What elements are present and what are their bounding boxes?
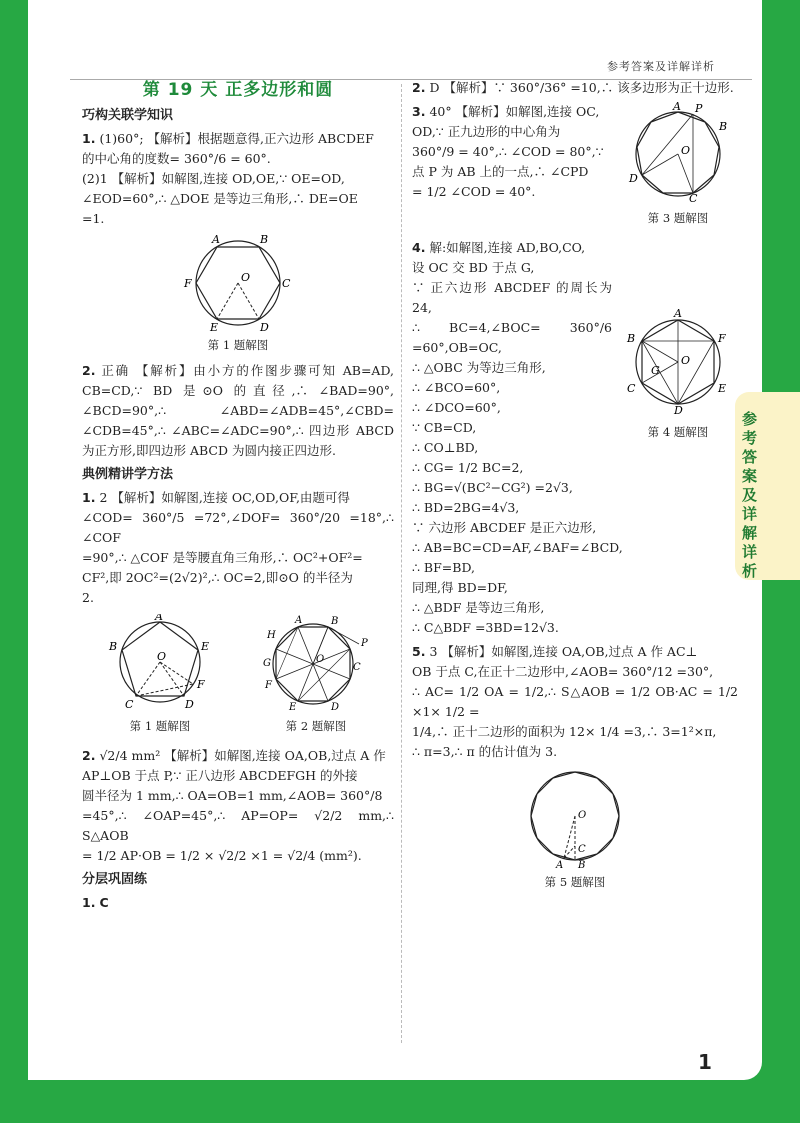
- item-number: 1.: [82, 895, 96, 910]
- answer-line: 设 OC 交 BD 于点 G,: [412, 260, 535, 275]
- item-number: 4.: [412, 240, 426, 255]
- answer-line: ∠EOD=60°,∴ △DOE 是等边三角形,∴ DE=OE: [82, 191, 358, 206]
- figure-caption: 第 2 题解图: [285, 719, 347, 733]
- svg-text:E: E: [201, 640, 210, 653]
- answer-line: OD,∵ 正九边形的中心角为: [412, 124, 561, 139]
- figure-box: [618, 308, 738, 448]
- svg-text:A: A: [673, 102, 681, 113]
- section-heading-1: 巧构关联学知识: [82, 108, 174, 123]
- svg-text:C: C: [125, 698, 134, 710]
- answer-line: ∴ △BDF 是等边三角形,: [412, 600, 545, 615]
- running-header: 参考答案及详解详析: [607, 60, 715, 73]
- answer-line: ∠COD= 360°/5 =72°,∠DOF= 360°/20 =18°,∴ ∠COF: [82, 510, 394, 545]
- figure-caption: 第 4 题解图: [647, 425, 709, 439]
- answer-line: ∴ ∠BCO=60°,: [412, 380, 501, 395]
- answer-line: 360°/9 = 40°,∴ ∠COD = 80°,∵: [412, 144, 604, 159]
- answer-r2: [412, 78, 738, 98]
- svg-text:O: O: [578, 810, 587, 821]
- answer-p1: [82, 893, 394, 913]
- answer-line: 40° 【解析】如解图,连接 OC,: [429, 104, 600, 119]
- svg-text:C: C: [627, 382, 636, 395]
- svg-text:O: O: [157, 650, 167, 663]
- svg-text:P: P: [361, 638, 368, 649]
- svg-text:F: F: [265, 680, 272, 691]
- svg-text:O: O: [681, 354, 691, 367]
- item-number: 1.: [82, 131, 96, 146]
- item-number: 5.: [412, 644, 426, 659]
- answer-line: 3 【解析】如解图,连接 OA,OB,过点 A 作 AC⊥: [429, 644, 698, 659]
- svg-text:O: O: [681, 144, 691, 157]
- svg-text:B: B: [719, 120, 728, 133]
- answer-e2: [82, 746, 394, 866]
- hexagon-figure: [178, 233, 298, 333]
- answer-line: ∴ ∠DCO=60°,: [412, 400, 501, 415]
- section-heading-2: 典例精讲学方法: [82, 467, 174, 482]
- figure-caption: 第 1 题解图: [207, 338, 269, 352]
- answer-r4: [412, 238, 738, 638]
- svg-text:D: D: [260, 321, 269, 333]
- answer-line: ∴ BG=√(BC²−CG²) =2√3,: [412, 480, 573, 495]
- pentagon-figure: [105, 614, 215, 710]
- page-number: 1: [698, 1050, 712, 1074]
- octagon-figure: [261, 614, 371, 710]
- svg-text:D: D: [185, 698, 194, 710]
- answer-line: = 1/2 ∠COD = 40°.: [412, 184, 536, 199]
- answer-line: 1/4,∴ 正十二边形的面积为 12× 1/4 =3,∴ 3=1²×π,: [412, 724, 717, 739]
- answer-line: =45°,∴ ∠OAP=45°,∴ AP=OP= √2/2 mm,∴ S△AOB: [82, 808, 394, 843]
- svg-text:D: D: [674, 404, 683, 416]
- answer-e1: [82, 488, 394, 742]
- svg-text:O: O: [316, 654, 325, 665]
- svg-text:B: B: [578, 860, 586, 870]
- answer-line: ∴ BC=4,∠BOC= 360°/6 =60°,OB=OC,: [412, 320, 612, 355]
- svg-text:A: A: [295, 615, 303, 626]
- svg-text:F: F: [197, 678, 205, 691]
- answer-line: 的中心角的度数= 360°/6 = 60°.: [82, 151, 271, 166]
- answer-line: =90°,∴ △COF 是等腰直角三角形,∴ OC²+OF²=: [82, 550, 363, 565]
- svg-text:A: A: [155, 614, 163, 623]
- answer-line: 2.: [82, 590, 94, 605]
- answer-k2: [82, 361, 394, 461]
- svg-text:P: P: [695, 102, 703, 115]
- answer-line: AP⊥OB 于点 P,∵ 正八边形 ABCDEFGH 的外接: [82, 768, 358, 783]
- answer-line: ∵ 六边形 ABCDEF 是正六边形,: [412, 520, 597, 535]
- hexagon-figure-4: [623, 308, 733, 416]
- answer-choice: C: [99, 895, 109, 910]
- answer-line: ∴ AB=BC=CD=AF,∠BAF=∠BCD,: [412, 540, 623, 555]
- nonagon-figure: [623, 102, 733, 202]
- svg-text:E: E: [289, 702, 297, 710]
- right-column: [412, 78, 738, 898]
- answer-line: (1)60°; 【解析】根据题意得,正六边形 ABCDEF: [99, 131, 374, 146]
- svg-text:G: G: [651, 364, 660, 377]
- svg-text:C: C: [578, 844, 586, 855]
- figure-box: [261, 614, 371, 742]
- answer-line: ∴ BD=2BG=4√3,: [412, 500, 520, 515]
- svg-text:E: E: [718, 382, 727, 395]
- svg-text:D: D: [331, 702, 340, 710]
- answer-line: ∴ BF=BD,: [412, 560, 475, 575]
- svg-text:C: C: [282, 277, 291, 290]
- answer-line: OB 于点 C,在正十二边形中,∠AOB= 360°/12 =30°,: [412, 664, 714, 679]
- answer-k1: [82, 129, 394, 355]
- svg-text:O: O: [241, 271, 251, 284]
- svg-text:B: B: [109, 640, 118, 653]
- answer-r3: [412, 102, 738, 234]
- answer-line: CF²,即 2OC²=(2√2)²,∴ OC=2,即⊙O 的半径为: [82, 570, 353, 585]
- svg-text:A: A: [212, 233, 220, 246]
- answer-line: ∴ AC= 1/2 OA = 1/2,∴ S△AOB = 1/2 OB·AC = 1/2 ×1× 1/2 =: [412, 684, 738, 719]
- answer-line: ∴ C△BDF =3BD=12√3.: [412, 620, 559, 635]
- answer-line: = 1/2 AP·OB = 1/2 × √2/2 ×1 = √2/4 (mm²).: [82, 848, 362, 863]
- answer-line: ∴ △OBC 为等边三角形,: [412, 360, 546, 375]
- left-column: [82, 78, 394, 917]
- figure-box: [105, 614, 215, 742]
- item-number: 3.: [412, 104, 426, 119]
- answer-line: ∴ CO⊥BD,: [412, 440, 479, 455]
- svg-text:F: F: [184, 277, 192, 290]
- answer-text: D 【解析】∵ 360°/36° =10,∴ 该多边形为正十边形.: [429, 80, 734, 95]
- item-number: 2.: [82, 748, 96, 763]
- side-tab-label: 参考答案及详解详析: [742, 410, 758, 580]
- svg-text:B: B: [331, 616, 339, 627]
- svg-text:C: C: [353, 662, 361, 673]
- item-number: 2.: [412, 80, 426, 95]
- answer-line: ∴ π=3,∴ π 的估计值为 3.: [412, 744, 558, 759]
- svg-text:B: B: [260, 233, 269, 246]
- answer-text: 正确 【解析】由小方的作图步骤可知 AB=AD, CB=CD,∵ BD 是⊙O 的直径,∴ ∠BAD=90°, ∠BCD=90°,∴ ∠ABD=∠ADB=45°,∠CBD= ∠CDB=45°,∴ ∠ABC=∠ADC=90°,∴ 四边形 ABCD 为正方形,即四边形 ABCD 为圆内接正四边形.: [82, 363, 394, 458]
- svg-text:F: F: [718, 332, 726, 345]
- figure-caption: 第 1 题解图: [129, 719, 191, 733]
- answer-line: √2/4 mm² 【解析】如解图,连接 OA,OB,过点 A 作: [99, 748, 386, 763]
- svg-text:E: E: [210, 321, 219, 333]
- svg-text:G: G: [263, 658, 271, 669]
- figure-row: [82, 614, 394, 742]
- answer-line: ∴ CG= 1/2 BC=2,: [412, 460, 524, 475]
- answer-line: 同理,得 BD=DF,: [412, 580, 508, 595]
- svg-text:D: D: [629, 172, 638, 185]
- answer-line: 点 P 为 AB 上的一点,∴ ∠CPD: [412, 164, 589, 179]
- svg-text:B: B: [627, 332, 636, 345]
- dodecagon-figure: [520, 766, 630, 870]
- item-number: 1.: [82, 490, 96, 505]
- svg-text:H: H: [267, 630, 276, 641]
- section-heading-3: 分层巩固练: [82, 872, 148, 887]
- item-number: 2.: [82, 363, 96, 378]
- figure-box: [618, 102, 738, 234]
- figure-caption: 第 5 题解图: [544, 875, 606, 889]
- answer-line: ∵ 正六边形 ABCDEF 的周长为 24,: [412, 280, 612, 315]
- svg-text:A: A: [674, 308, 682, 320]
- answer-line: (2)1 【解析】如解图,连接 OD,OE,∵ OE=OD,: [82, 171, 345, 186]
- page-title: 第 19 天 正多边形和圆: [142, 80, 334, 100]
- answer-line: ∵ CB=CD,: [412, 420, 477, 435]
- answer-line: =1.: [82, 211, 105, 226]
- answer-line: 解:如解图,连接 AD,BO,CO,: [429, 240, 586, 255]
- answer-r5: [412, 642, 738, 892]
- figure-caption: 第 3 题解图: [647, 211, 709, 225]
- svg-text:A: A: [556, 860, 564, 870]
- answer-line: 2 【解析】如解图,连接 OC,OD,OF,由题可得: [99, 490, 350, 505]
- answer-line: 圆半径为 1 mm,∴ OA=OB=1 mm,∠AOB= 360°/8: [82, 788, 383, 803]
- svg-text:C: C: [689, 192, 698, 202]
- column-divider: [401, 84, 402, 1043]
